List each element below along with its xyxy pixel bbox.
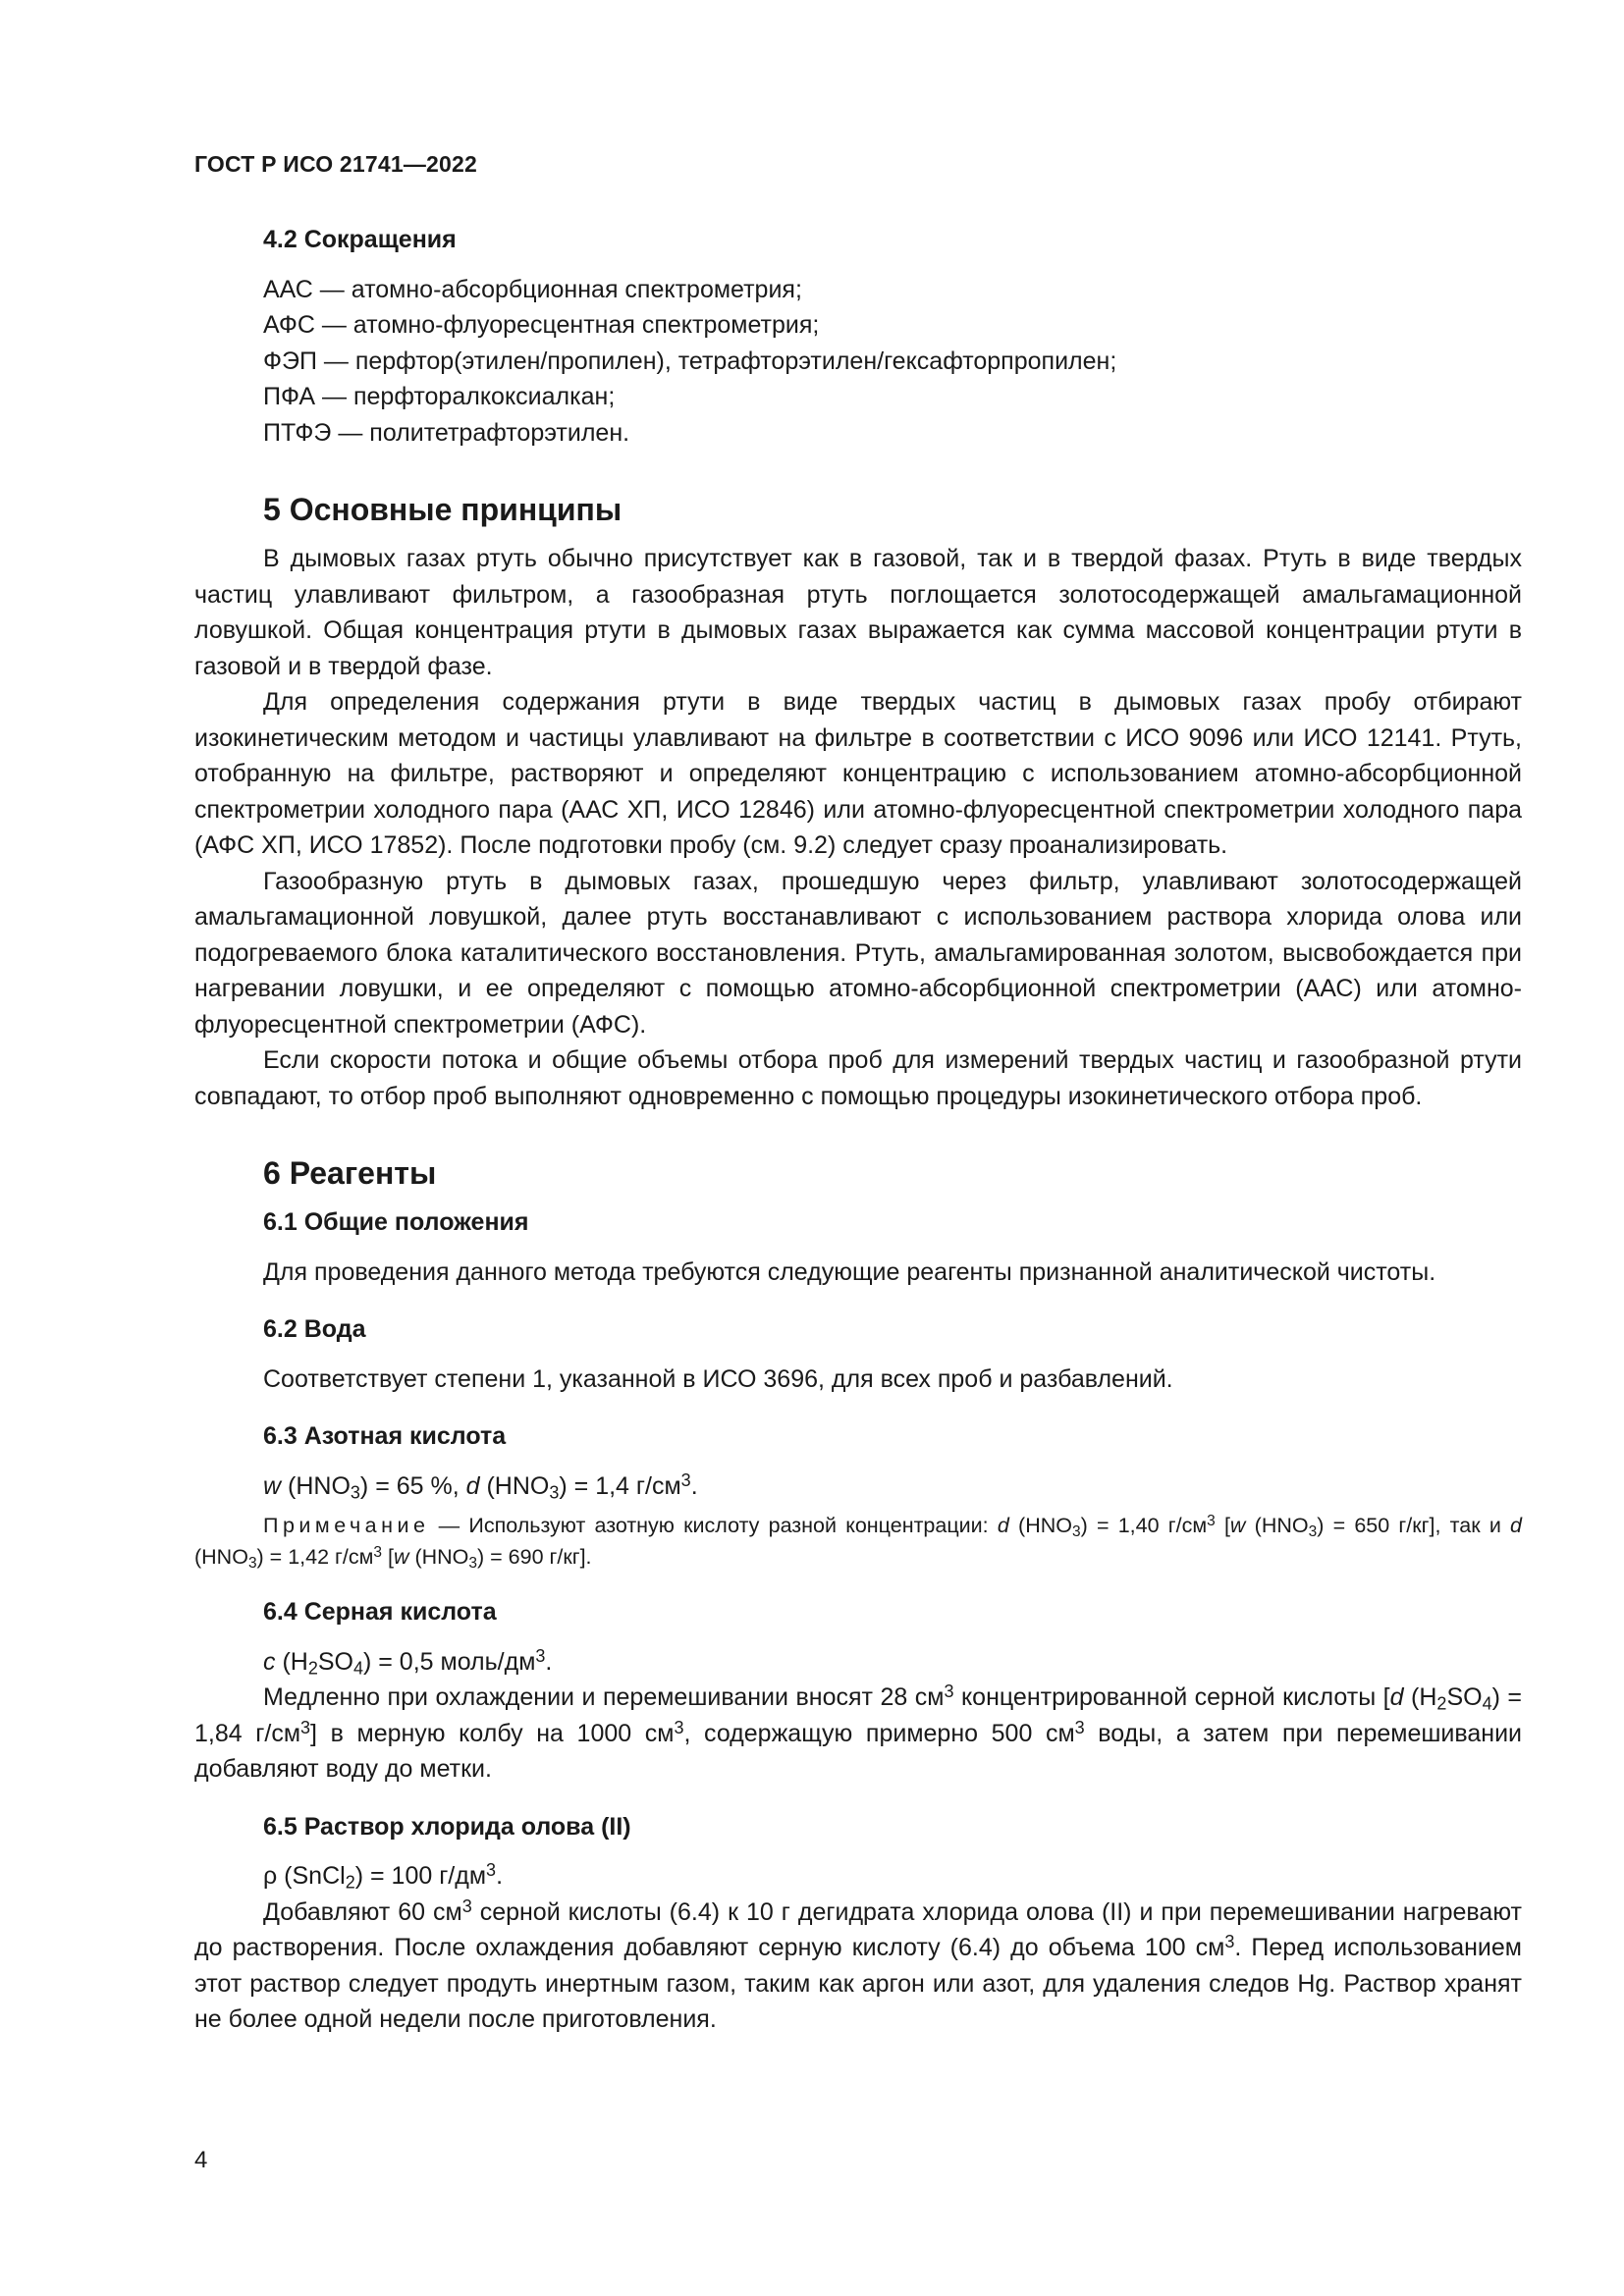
section-5-paragraph: Если скорости потока и общие объемы отбора проб для измерений твердых частиц и газообразной ртути совпадают, то отбор проб выполняют одновременно с помощью процедуры изокинетического отбора проб.	[194, 1046, 1522, 1110]
section-6-1-text: Для проведения данного метода требуются следующие реагенты признанной аналитической чистоты.	[263, 1257, 1436, 1286]
section-6-4-title: 6.4 Серная кислота	[263, 1598, 497, 1626]
tin-chloride-formula: ρ (SnCl$_2$) = 100 $г/дм^3$.	[263, 1859, 504, 1893]
abbreviation-item: АФС — атомно-флуоресцентная спектрометрия;	[263, 311, 820, 339]
nitric-acid-note: Примечание — Используют азотную кислоту разной концентрации: d $(HNO_3) = 1,40$ $г/см^3$ [w $(HNO_3) = 650$ г/кг], так и d $(HNO_3) = 1,42$ $г/см^3$ [w $(HNO_3) = 690$ г/кг].	[194, 1513, 1523, 1572]
page-content	[194, 222, 1522, 2038]
tin-chloride-preparation: Добавляют 60 $см^3$ серной кислоты (6.4) к 10 г дегидрата хлорида олова (II) и при перемешивании нагревают до растворения. После охлаждения добавляют серную кислоту (6.4) до объема 100 $см^3$. Перед использованием этот раствор следует продуть инертным газом, таким как аргон или азот, для удаления следов Hg. Раствор хранят не более одной недели после приготовления.	[194, 1896, 1522, 2033]
sulfuric-acid-formula: c $(H_2SO_4) = 0,5$ моль/$дм^3$.	[263, 1645, 553, 1678]
section-6-2-title: 6.2 Вода	[263, 1315, 366, 1343]
section-6-3-title: 6.3 Азотная кислота	[263, 1422, 507, 1450]
abbreviation-item: ПФА — перфторалкоксиалкан;	[263, 383, 616, 410]
section-6-title: 6 Реагенты	[263, 1155, 437, 1191]
nitric-acid-formula: w $(HNO_3) = 65$ %, d $(HNO_3) = 1,4$ $г/см^3$.	[263, 1469, 698, 1502]
abbreviation-item: ФЭП — перфтор(этилен/пропилен), тетрафторэтилен/гексафторпропилен;	[263, 347, 1117, 375]
abbreviation-list	[194, 272, 1522, 452]
section-5-paragraph: Для определения содержания ртути в виде твердых частиц в дымовых газах пробу отбирают изокинетическим методом и частицы улавливают на фильтре в соответствии с ИСО 9096 или ИСО 12141. Ртуть, отобранную на фильтре, растворяют и определяют концентрацию с использованием атомно-абсорбционной спектрометрии холодного пара (ААС ХП, ИСО 12846) или атомно-флуоресцентной спектрометрии холодного пара (АФС ХП, ИСО 17852). После подготовки пробу (см. 9.2) следует сразу проанализировать.	[194, 688, 1522, 859]
abbreviation-item: ПТФЭ — политетрафторэтилен.	[263, 418, 630, 447]
sulfuric-acid-preparation: Медленно при охлаждении и перемешивании вносят 28 $см^3$ концентрированной серной кислоты [d $(H_2SO_4) = 1,84$ $г/см^3$] в мерную колбу на 1000 $см^3$, содержащую примерно 500 $см^3$ воды, а затем при перемешивании добавляют воду до метки.	[194, 1681, 1523, 1783]
section-5-title: 5 Основные принципы	[263, 492, 623, 527]
page-number: 4	[194, 2147, 208, 2173]
document-header: ГОСТ Р ИСО 21741—2022	[194, 151, 478, 177]
section-5-paragraph: Газообразную ртуть в дымовых газах, прошедшую через фильтр, улавливают золотосодержащей амальгамационной ловушкой, далее ртуть восстанавливают с использованием раствора хлорида олова или подогреваемого блока каталитического восстановления. Ртуть, амальгамированная золотом, высвобождается при нагревании ловушки, и ее определяют с помощью атомно-абсорбционной спектрометрии (ААС) или атомно-флуоресцентной спектрометрии (АФС).	[194, 867, 1522, 1039]
section-4-2-title: 4.2 Сокращения	[263, 226, 457, 253]
abbreviation-item: ААС — атомно-абсорбционная спектрометрия;	[263, 275, 802, 303]
section-6-5-title: 6.5 Раствор хлорида олова (II)	[263, 1812, 631, 1841]
note-label: Примечание	[263, 1514, 430, 1537]
section-6-2-text: Соответствует степени 1, указанной в ИСО 3696, для всех проб и разбавлений.	[263, 1364, 1173, 1393]
section-5-paragraph: В дымовых газах ртуть обычно присутствует как в газовой, так и в твердой фазах. Ртуть в виде твердых частиц улавливают фильтром, а газообразная ртуть поглощается золотосодержащей амальгамационной ловушкой. Общая концентрация ртути в дымовых газах выражается как сумма массовой концентрации ртути в газовой и в твердой фазе.	[194, 545, 1522, 680]
section-6-1-title: 6.1 Общие положения	[263, 1208, 529, 1236]
